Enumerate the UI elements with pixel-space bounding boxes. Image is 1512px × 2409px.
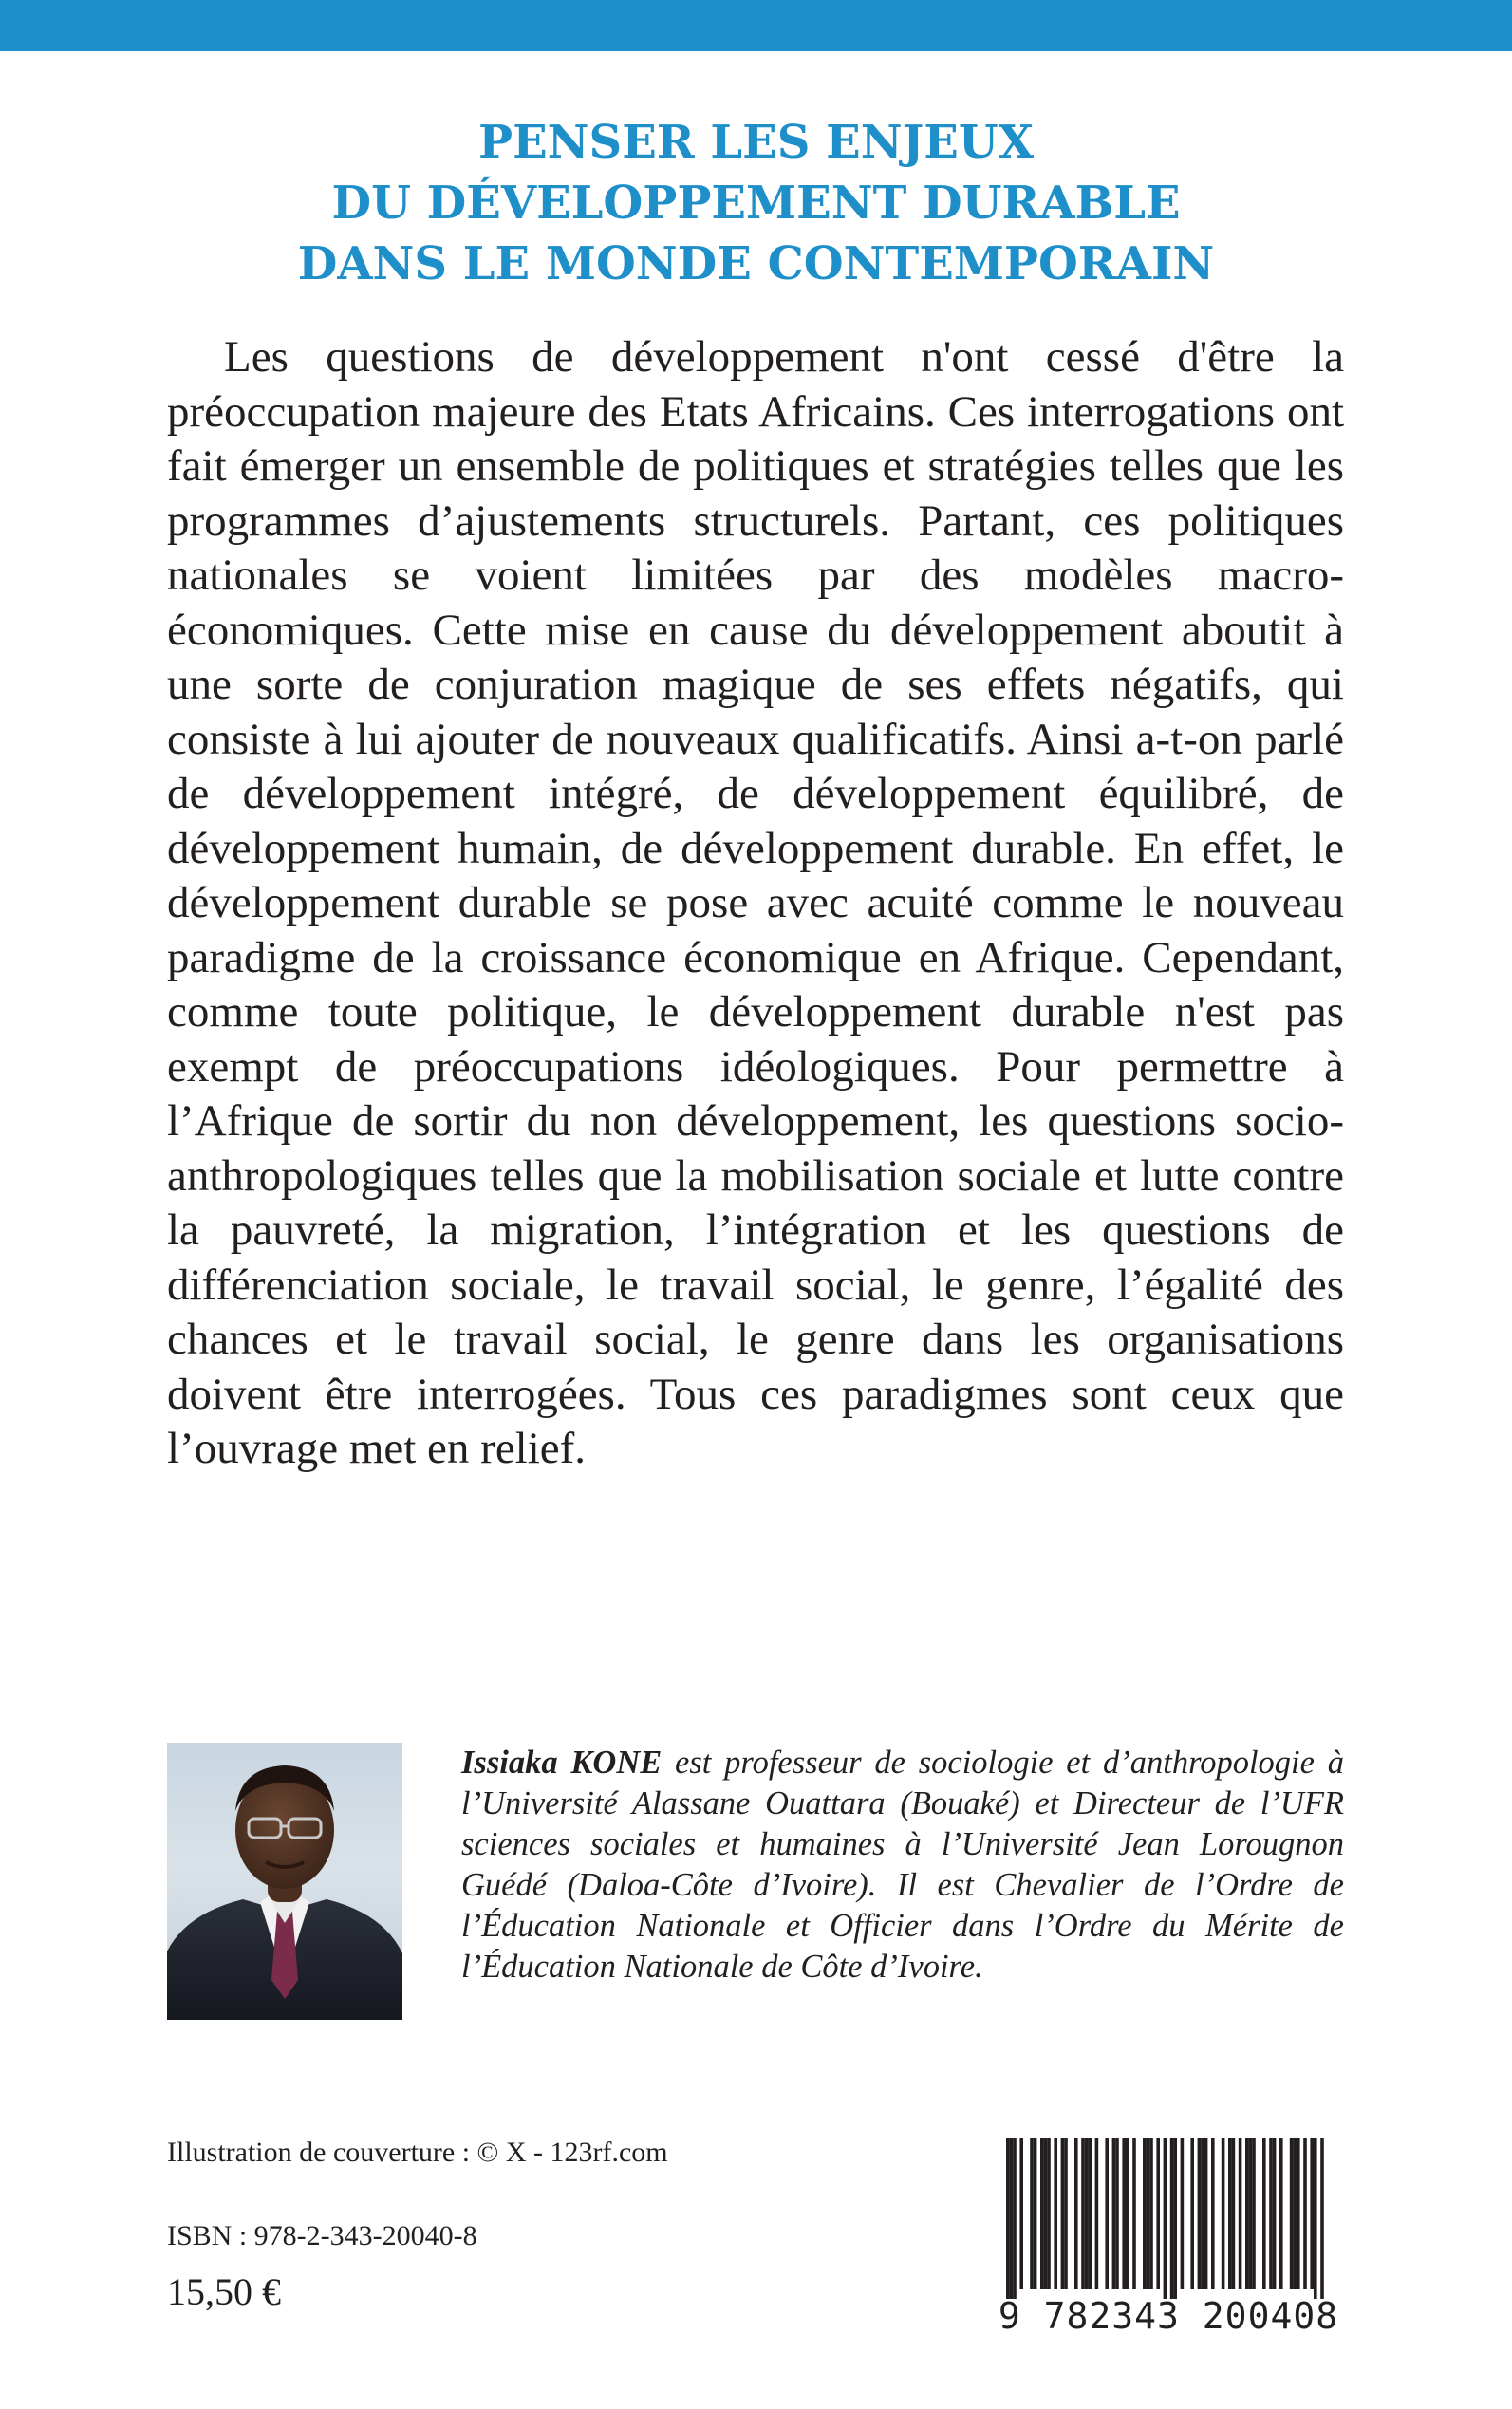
title-line-1: PENSER LES ENJEUX (478, 116, 1034, 169)
barcode-bar (1156, 2138, 1160, 2289)
barcode-bar (1204, 2138, 1208, 2289)
barcode-bar (1320, 2138, 1324, 2299)
barcode-bar (1173, 2138, 1177, 2299)
cover-credit: Illustration de couverture : © X - 123rf.com (167, 2137, 668, 2168)
barcode-bar (1190, 2138, 1194, 2289)
barcode-bar (1047, 2138, 1051, 2289)
title-line-2: DU DÉVELOPPEMENT DURABLE (331, 177, 1181, 230)
barcode-bar (1314, 2138, 1317, 2299)
book-summary: Les questions de développement n'ont cessé d'être la préoccupation majeure des Etats Africains. Ces interrogations ont fait émerger un ensemble de politiques et stratégies telles que les programmes d’ajustements structurels. Partant, ces politiques nationales se voient limitées par des modèles macro-économiques. Cette mise en cause du développement aboutit à une sorte de conjuration magique de ses effets négatifs, qui consiste à lui ajouter de nouveaux qualificatifs. Ainsi a-t-on parlé de développement intégré, de développement équilibré, de développement humain, de développement durable. En effet, le développement durable se pose avec acuité comme le nouveau paradigme de la croissance économique en Afrique. Cependant, comme toute politique, le développement durable n'est pas exempt de préoccupations idéologiques. Pour permettre à l’Afrique de sortir du non développement, les questions socio-anthropologiques telles que la mobilisation sociale et lutte contre la pauvreté, la migration, l’intégration et les questions de différenciation sociale, le travail social, le genre, l’égalité des chances et le travail social, le genre dans les organisations doivent être interrogées. Tous ces paradigmes sont ceux que l’ouvrage met en relief. (167, 332, 1344, 1473)
barcode-bar (1034, 2138, 1037, 2289)
barcode-bar (1013, 2138, 1017, 2299)
barcode-bar (1211, 2138, 1215, 2289)
barcode-bar (1293, 2138, 1297, 2289)
barcode-bar (1273, 2138, 1277, 2289)
barcode-bar (1222, 2138, 1225, 2289)
price: 15,50 € (167, 2270, 281, 2313)
barcode-bar (1310, 2138, 1314, 2289)
barcode-bar (1006, 2138, 1010, 2299)
barcode-bar (1290, 2138, 1294, 2289)
barcode-bar (1095, 2138, 1099, 2289)
barcode-bar (1064, 2138, 1068, 2289)
barcode-bar (1181, 2138, 1185, 2289)
barcode-bar (1228, 2138, 1232, 2289)
barcode-bar (1303, 2138, 1307, 2289)
author-bio-text: est professeur de sociologie et d’anthropologie à l’Université Alassane Ouattara (Bouaké) et Directeur de l’UFR sciences sociales et humaines à l’Université Jean Lorougnon Guédé (Daloa-Côte d’Ivoire). Il est Chevalier de l’Ordre de l’Éducation Nationale et Officier dans l’Ordre du Mérite de l’Éducation Nationale de Côte d’Ivoire. (461, 1745, 1344, 1985)
barcode-bar (1112, 2138, 1116, 2289)
barcode-bar (1262, 2138, 1266, 2289)
barcode-bar (1252, 2138, 1256, 2289)
barcode-bar (1164, 2138, 1167, 2299)
barcode-bar (1245, 2138, 1249, 2289)
barcode-bar (1149, 2138, 1153, 2289)
barcode-bar (1249, 2138, 1253, 2289)
barcode-bar (1143, 2138, 1147, 2289)
book-title (0, 112, 1512, 294)
barcode-bar (1088, 2138, 1092, 2289)
barcode-bar (1019, 2138, 1023, 2289)
barcode-bar (1198, 2138, 1202, 2289)
barcode-bars (993, 2132, 1344, 2299)
author-photo (167, 1743, 402, 2020)
barcode-bar (1297, 2138, 1300, 2289)
barcode-bar (1085, 2138, 1089, 2289)
barcode-bar (1122, 2138, 1126, 2289)
barcode-bar (1239, 2138, 1242, 2289)
barcode-bar (1115, 2138, 1119, 2289)
author-name: Issiaka KONE (461, 1745, 663, 1781)
isbn: ISBN : 978-2-343-20040-8 (167, 2220, 477, 2251)
barcode-bar (1030, 2138, 1034, 2289)
barcode-bar (1232, 2138, 1236, 2289)
barcode-bar (1147, 2138, 1150, 2289)
title-line-3: DANS LE MONDE CONTEMPORAIN (297, 237, 1215, 290)
barcode-bar (1132, 2138, 1136, 2289)
barcode-bar (1081, 2138, 1085, 2289)
barcode-bar (1044, 2138, 1048, 2289)
barcode-bar (1010, 2138, 1014, 2299)
barcode-bar (1040, 2138, 1044, 2289)
barcode-bar (1279, 2138, 1283, 2289)
barcode-bar (1170, 2138, 1174, 2299)
barcode-bar (1105, 2138, 1109, 2289)
top-accent-bar (0, 0, 1512, 51)
barcode-bar (1201, 2138, 1204, 2289)
barcode (993, 2132, 1344, 2350)
barcode-bar (1054, 2138, 1057, 2289)
barcode-bar (1061, 2138, 1065, 2289)
author-bio (461, 1743, 1344, 1988)
barcode-bar (1269, 2138, 1273, 2289)
barcode-digits: 9 782343 200408 (998, 2295, 1339, 2337)
barcode-bar (1074, 2138, 1078, 2289)
barcode-bar (1126, 2138, 1129, 2289)
